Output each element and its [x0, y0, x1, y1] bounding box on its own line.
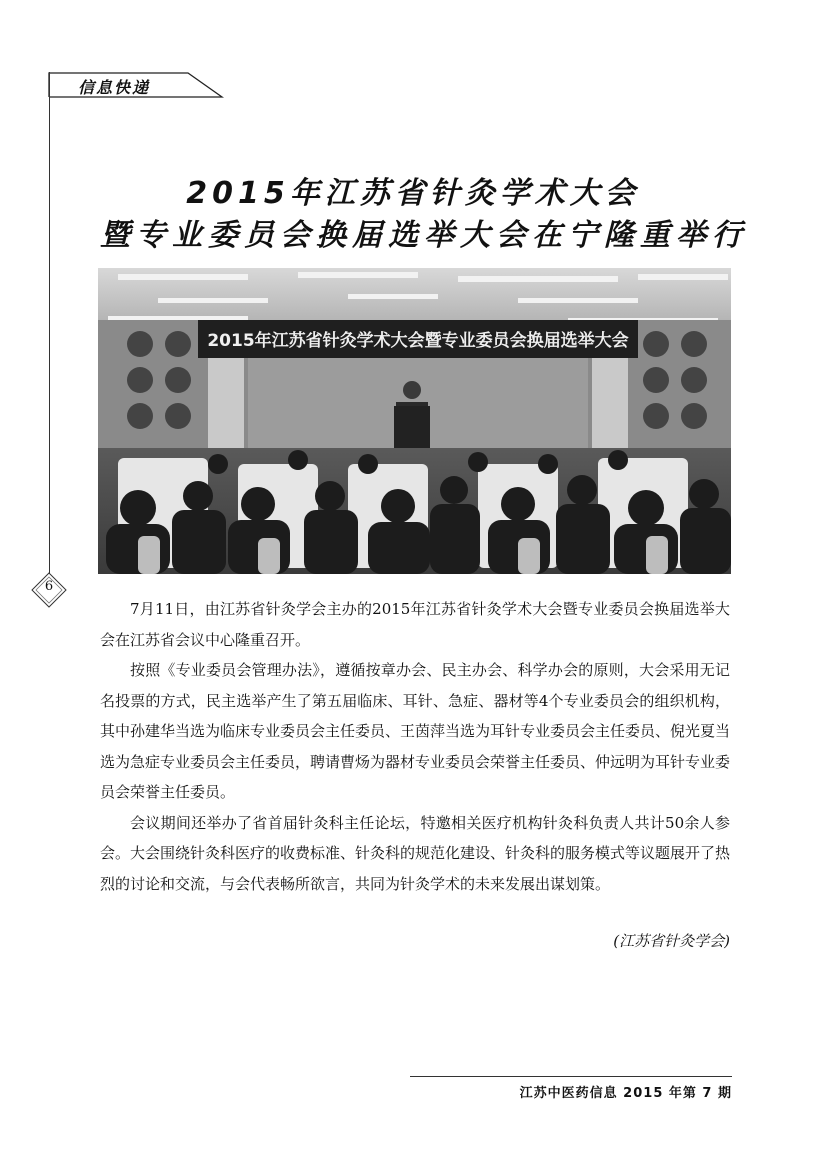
paragraph-1: 7月11日，由江苏省针灸学会主办的2015年江苏省针灸学术大会暨专业委员会换届选举大会在江苏省会议中心隆重召开。 [100, 600, 730, 649]
page-number-badge [31, 572, 67, 608]
article-body [100, 594, 730, 899]
footer-rule [410, 1076, 732, 1077]
article-title-line-2: 暨专业委员会换届选举大会在宁隆重举行 [100, 218, 748, 253]
section-tag [48, 72, 224, 98]
journal-footer: 江苏中医药信息 2015 年第 7 期 [519, 1086, 732, 1101]
section-tag-label: 信息快递 [78, 78, 151, 97]
article-source: (江苏省针灸学会) [613, 932, 730, 950]
paragraph-2: 按照《专业委员会管理办法》，遵循按章办会、民主办会、科学办会的原则，大会采用无记名投票的方式，民主选举产生了第五届临床、耳针、急症、器材等4个专业委员会的组织机构，其中孙建华当选为临床专业委员会主任委员、王茵萍当选为耳针专业委员会主任委员、倪光夏当选为急症专业委员会主任委员，聘请曹炀为器材专业委员会荣誉主任委员、仲远明为耳针专业委员会荣誉主任委员。 [100, 661, 731, 801]
page-number: 6 [44, 579, 54, 594]
paragraph-3: 会议期间还举办了省首届针灸科主任论坛，特邀相关医疗机构针灸科负责人共计50余人参会。大会围绕针灸科医疗的收费标准、针灸科的规范化建设、针灸科的服务模式等议题展开了热烈的讨论和交流，与会代表畅所欲言，共同为针灸学术的未来发展出谋划策。 [100, 813, 731, 893]
conference-photo-image [98, 268, 731, 574]
conference-photo [98, 268, 731, 574]
photo-banner-text: 2015年江苏省针灸学术大会暨专业委员会换届选举大会 [207, 331, 629, 351]
left-margin-rule [49, 72, 50, 574]
article-title-line-1: 2015年江苏省针灸学术大会 [186, 176, 640, 211]
